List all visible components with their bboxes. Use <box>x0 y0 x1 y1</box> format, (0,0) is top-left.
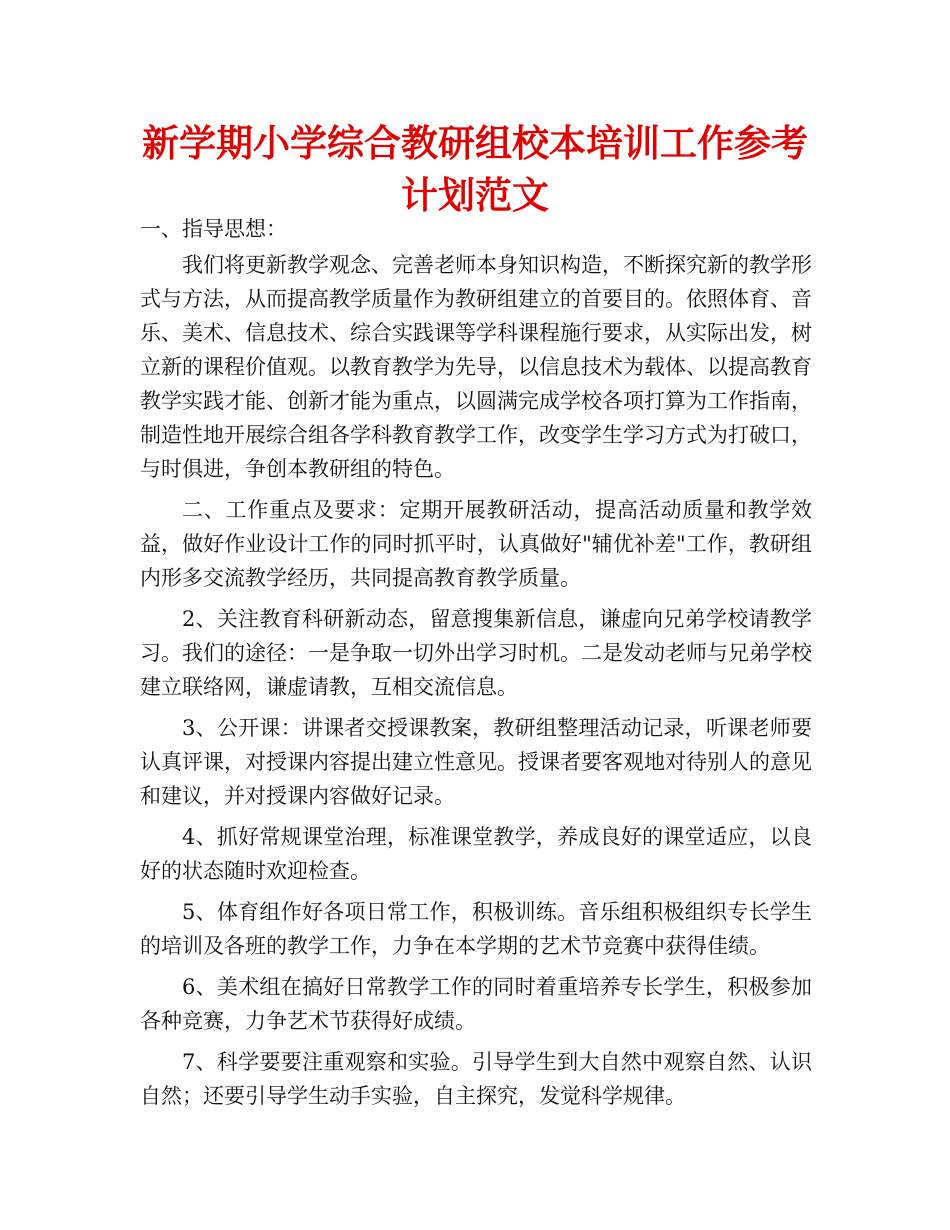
paragraph-item-4: 4、抓好常规课堂治理，标准课堂教学，养成良好的课堂适应，以良好的状态随时欢迎检查。 <box>140 825 812 883</box>
paragraph-guiding-ideas: 我们将更新教学观念、完善老师本身知识构造，不断探究新的教学形式与方法，从而提高教学质量作为教研组建立的首要目的。依照体育、音乐、美术、信息技术、综合实践课等学科课程施行要求，从实际出发，树立新的课程价值观。以教育教学为先导，以信息技术为载体、以提高教育教学实践才能、创新才能为重点，以圆满完成学校各项打算为工作指南，制造性地开展综合组各学科教育教学工作，改变学生学习方式为打破口，与时俱进，争创本教研组的特色。 <box>140 253 812 481</box>
paragraph-item-3: 3、公开课：讲课者交授课教案，教研组整理活动记录，听课老师要认真评课，对授课内容提出建立性意见。授课者要客观地对待别人的意见和建议，并对授课内容做好记录。 <box>140 716 812 808</box>
paragraph-work-focus: 二、工作重点及要求：定期开展教研活动，提高活动质量和教学效益，做好作业设计工作的同时抓平时，认真做好"辅优补差"工作，教研组内形多交流教学经历，共同提高教育教学质量。 <box>140 498 812 590</box>
document-title: 新学期小学综合教研组校本培训工作参考计划范文 <box>142 122 808 217</box>
section-heading: 一、指导思想： <box>140 217 287 241</box>
paragraph-item-2: 2、关注教育科研新动态，留意搜集新信息，谦虚向兄弟学校请教学习。我们的途径：一是争取一切外出学习时机。二是发动老师与兄弟学校建立联络网，谦虚请教，互相交流信息。 <box>140 607 812 699</box>
paragraph-item-7: 7、科学要要注重观察和实验。引导学生到大自然中观察自然、认识自然；还要引导学生动手实验，自主探究，发觉科学规律。 <box>140 1050 812 1108</box>
document-body <box>140 212 812 1120</box>
paragraph-item-6: 6、美术组在搞好日常教学工作的同时着重培养专长学生，积极参加各种竞赛，力争艺术节获得好成绩。 <box>140 975 812 1033</box>
paragraph-item-5: 5、体育组作好各项日常工作，积极训练。音乐组积极组织专长学生的培训及各班的教学工作，力争在本学期的艺术节竞赛中获得佳绩。 <box>140 900 812 958</box>
